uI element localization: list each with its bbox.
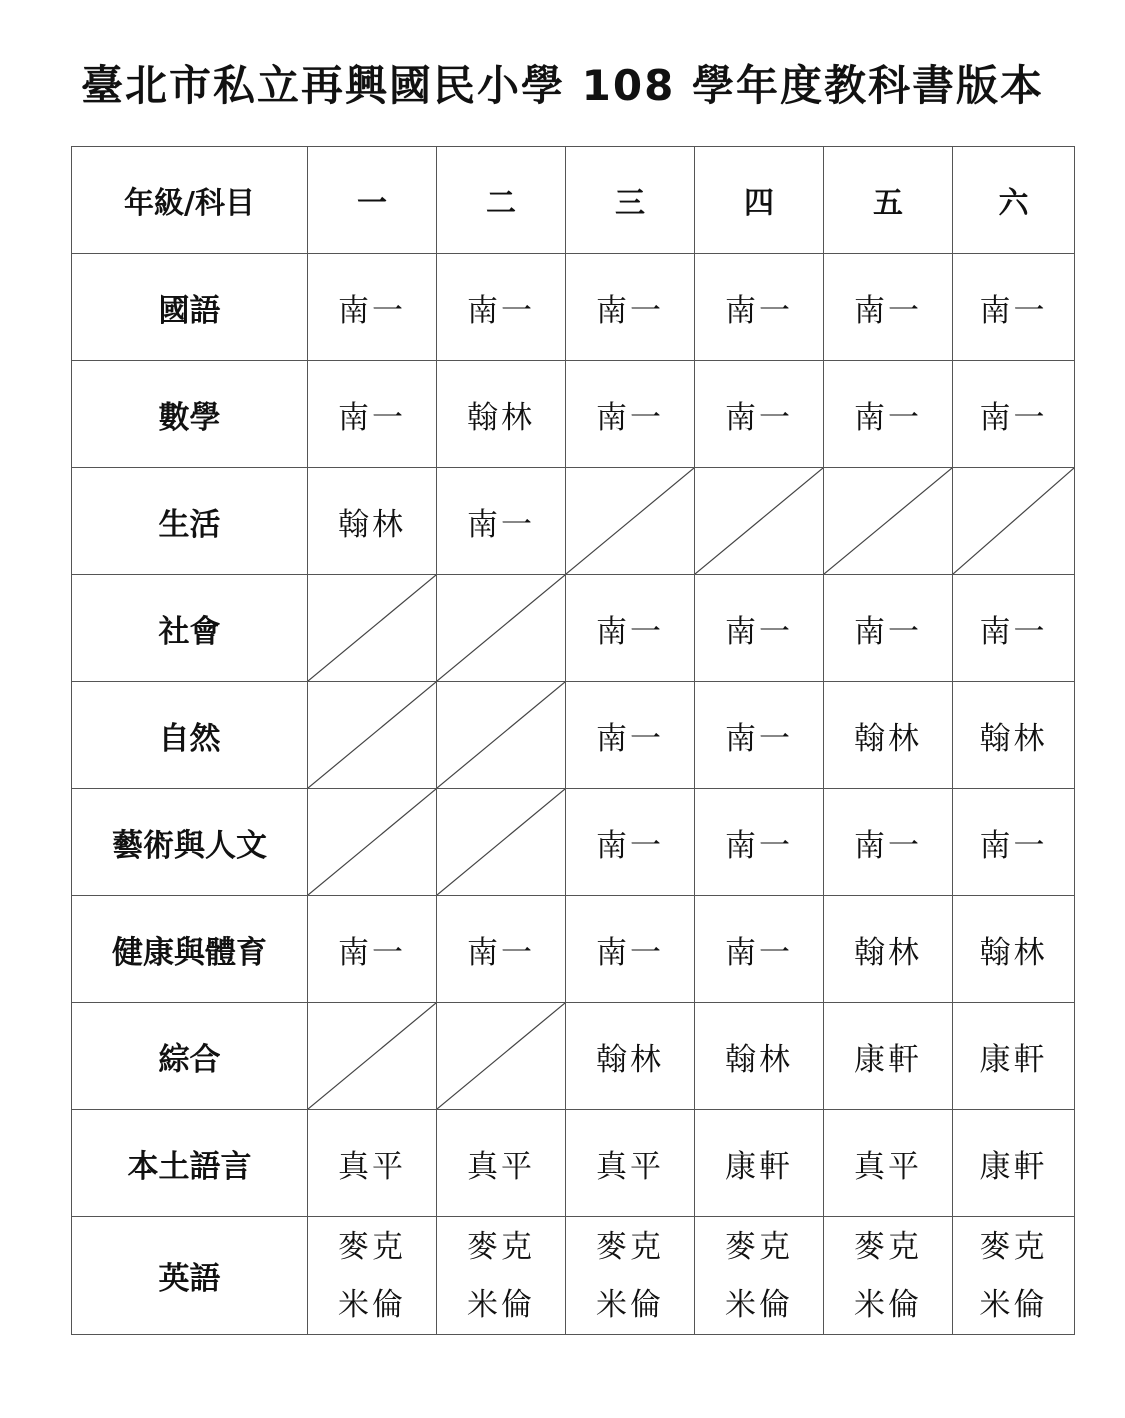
publisher-cell: [566, 1217, 695, 1335]
not-applicable-cell: [695, 468, 824, 575]
publisher-cell: 真平: [437, 1110, 566, 1217]
publisher-cell: 翰林: [953, 682, 1075, 789]
publisher-cell: 南一: [953, 789, 1075, 896]
publisher-line: 米倫: [467, 1286, 535, 1323]
publisher-cell: 南一: [695, 361, 824, 468]
not-applicable-cell: [437, 575, 566, 682]
publisher-cell: 南一: [437, 254, 566, 361]
publisher-cell: 康軒: [953, 1003, 1075, 1110]
subject-label: 本土語言: [72, 1110, 308, 1217]
table-row: [72, 361, 1075, 468]
publisher-line: 麥克: [854, 1228, 922, 1265]
diagonal-slash-icon: [308, 682, 436, 788]
not-applicable-cell: [308, 789, 437, 896]
not-applicable-cell: [308, 1003, 437, 1110]
table-row: [72, 1003, 1075, 1110]
publisher-line: 米倫: [979, 1286, 1048, 1323]
publisher-cell: [308, 1217, 437, 1335]
grade-header-4: 四: [695, 147, 824, 254]
corner-header: 年級/科目: [72, 147, 308, 254]
publisher-line: 麥克: [596, 1228, 664, 1265]
diagonal-line: [695, 468, 823, 574]
publisher-line: 米倫: [338, 1286, 406, 1323]
publisher-cell: 南一: [566, 896, 695, 1003]
publisher-cell: 翰林: [308, 468, 437, 575]
publisher-cell: 康軒: [953, 1110, 1075, 1217]
publisher-cell: 南一: [953, 575, 1075, 682]
publisher-cell: 南一: [566, 254, 695, 361]
diagonal-line: [824, 468, 952, 574]
publisher-line: 米倫: [725, 1286, 793, 1323]
not-applicable-cell: [824, 468, 953, 575]
not-applicable-cell: [308, 575, 437, 682]
publisher-cell: 南一: [566, 361, 695, 468]
table-row: [72, 468, 1075, 575]
publisher-cell: [953, 1217, 1075, 1335]
diagonal-slash-icon: [437, 682, 565, 788]
diagonal-slash-icon: [824, 468, 952, 574]
publisher-cell: 翰林: [824, 896, 953, 1003]
subject-label: 自然: [72, 682, 308, 789]
table-row: [72, 682, 1075, 789]
publisher-cell: 南一: [695, 896, 824, 1003]
publisher-cell: 翰林: [953, 896, 1075, 1003]
publisher-cell: 南一: [566, 682, 695, 789]
subject-label: 藝術與人文: [72, 789, 308, 896]
not-applicable-cell: [953, 468, 1075, 575]
diagonal-slash-icon: [437, 575, 565, 681]
publisher-cell: [824, 1217, 953, 1335]
publisher-cell: [695, 1217, 824, 1335]
publisher-cell: 南一: [437, 468, 566, 575]
grade-header-2: 二: [437, 147, 566, 254]
publisher-cell: 南一: [308, 361, 437, 468]
publisher-cell: 南一: [308, 896, 437, 1003]
publisher-cell: 南一: [824, 361, 953, 468]
subject-label: 數學: [72, 361, 308, 468]
subject-label: 國語: [72, 254, 308, 361]
diagonal-slash-icon: [308, 575, 436, 681]
publisher-cell: 康軒: [824, 1003, 953, 1110]
publisher-cell: 翰林: [824, 682, 953, 789]
publisher-cell: 南一: [695, 575, 824, 682]
publisher-cell: 南一: [695, 789, 824, 896]
diagonal-slash-icon: [695, 468, 823, 574]
publisher-line: 米倫: [596, 1286, 664, 1323]
diagonal-line: [308, 575, 436, 681]
subject-label: 健康與體育: [72, 896, 308, 1003]
diagonal-slash-icon: [437, 789, 565, 895]
publisher-cell: 康軒: [695, 1110, 824, 1217]
diagonal-line: [308, 682, 436, 788]
publisher-line: 麥克: [979, 1228, 1048, 1265]
diagonal-slash-icon: [308, 1003, 436, 1109]
publisher-cell: 南一: [824, 789, 953, 896]
diagonal-slash-icon: [437, 1003, 565, 1109]
not-applicable-cell: [437, 682, 566, 789]
table-row: [72, 575, 1075, 682]
publisher-cell: 翰林: [566, 1003, 695, 1110]
publisher-cell: 南一: [824, 575, 953, 682]
diagonal-slash-icon: [566, 468, 694, 574]
publisher-cell: 翰林: [695, 1003, 824, 1110]
diagonal-slash-icon: [308, 789, 436, 895]
publisher-cell: 南一: [695, 254, 824, 361]
publisher-cell: 南一: [308, 254, 437, 361]
publisher-cell: 南一: [953, 361, 1075, 468]
subject-label: 生活: [72, 468, 308, 575]
publisher-cell: 南一: [437, 896, 566, 1003]
grade-header-1: 一: [308, 147, 437, 254]
table-row: [72, 254, 1075, 361]
publisher-line: 麥克: [467, 1228, 535, 1265]
publisher-cell: 真平: [308, 1110, 437, 1217]
publisher-line: 麥克: [725, 1228, 793, 1265]
publisher-cell: [437, 1217, 566, 1335]
table-body: [72, 147, 1075, 1335]
table-row: [72, 1217, 1075, 1335]
grade-header-3: 三: [566, 147, 695, 254]
diagonal-slash-icon: [953, 468, 1074, 574]
not-applicable-cell: [566, 468, 695, 575]
header-row: [72, 147, 1075, 254]
diagonal-line: [437, 1003, 565, 1109]
not-applicable-cell: [437, 1003, 566, 1110]
diagonal-line: [308, 1003, 436, 1109]
subject-label: 綜合: [72, 1003, 308, 1110]
not-applicable-cell: [437, 789, 566, 896]
subject-label: 英語: [72, 1217, 308, 1335]
publisher-line: 米倫: [854, 1286, 922, 1323]
publisher-cell: 翰林: [437, 361, 566, 468]
diagonal-line: [953, 468, 1074, 574]
diagonal-line: [437, 575, 565, 681]
subject-label: 社會: [72, 575, 308, 682]
diagonal-line: [437, 682, 565, 788]
not-applicable-cell: [308, 682, 437, 789]
publisher-cell: 南一: [824, 254, 953, 361]
grade-header-6: 六: [953, 147, 1075, 254]
grade-header-5: 五: [824, 147, 953, 254]
diagonal-line: [566, 468, 694, 574]
publisher-cell: 南一: [695, 682, 824, 789]
publisher-cell: 南一: [566, 789, 695, 896]
table-row: [72, 789, 1075, 896]
diagonal-line: [437, 789, 565, 895]
table-row: [72, 896, 1075, 1003]
publisher-cell: 南一: [953, 254, 1075, 361]
publisher-cell: 真平: [566, 1110, 695, 1217]
table-row: [72, 1110, 1075, 1217]
publisher-cell: 真平: [824, 1110, 953, 1217]
page-title: 臺北市私立再興國民小學 108 學年度教科書版本: [81, 61, 1044, 110]
publisher-cell: 南一: [566, 575, 695, 682]
textbook-version-table: [71, 146, 1075, 1335]
publisher-line: 麥克: [338, 1228, 406, 1265]
diagonal-line: [308, 789, 436, 895]
